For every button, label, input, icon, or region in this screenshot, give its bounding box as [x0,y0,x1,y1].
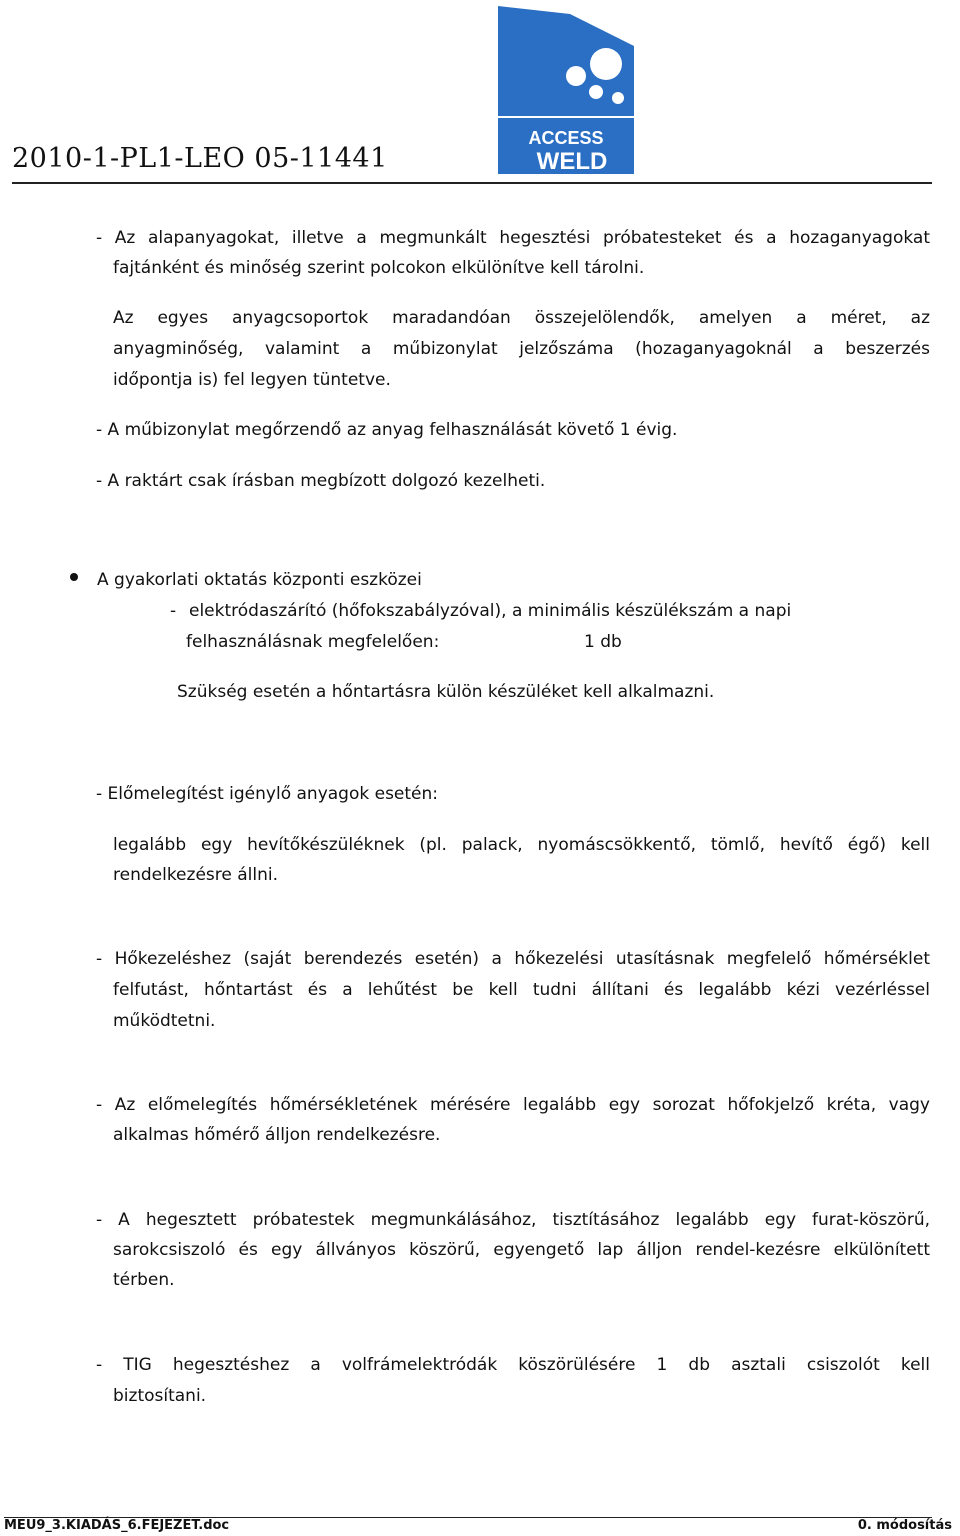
paragraph-4: - A raktárt csak írásban megbízott dolgozó kezelheti. [96,471,546,491]
document-header-title: 2010-1-PL1-LEO 05-11441 [12,143,388,174]
bullet-item-quantity: 1 db [584,632,622,652]
paragraph-1-line-1: - Az alapanyagokat, illetve a megmunkált hegesztési próbatesteket és a hozaganyagokat [96,228,930,248]
bullet-item-dash: - [170,601,177,621]
paragraph-6-line-1: legalább egy hevítőkészüléknek (pl. palack, nyomáscsökkentő, tömlő, hevítő égő) kell [113,835,930,855]
paragraph-8-line-1: - Az előmelegítés hőmérsékletének mérésére legalább egy sorozat hőfokjelző kréta, vagy [96,1095,930,1115]
paragraph-8-line-2: alkalmas hőmérő álljon rendelkezésre. [113,1125,441,1145]
paragraph-3: - A műbizonylat megőrzendő az anyag felhasználását követő 1 évig. [96,420,678,440]
footer-filename: MEU9_3.KIADÁS_6.FEJEZET.doc [4,1518,230,1533]
bullet-item-line-2: felhasználásnak megfelelően: [186,632,440,652]
paragraph-7-line-3: működtetni. [113,1011,216,1031]
paragraph-2-line-2: anyagminőség, valamint a műbizonylat jelzőszáma (hozaganyagoknál a beszerzés [113,339,930,359]
bullet-item-line-1: elektródaszárító (hőfokszabályzóval), a minimális készülékszám a napi [189,601,792,621]
paragraph-9-line-3: térben. [113,1270,175,1290]
paragraph-9-line-1: - A hegesztett próbatestek megmunkálásához, tisztításához legalább egy furat-köszörű, [96,1210,930,1230]
footer-revision: 0. módosítás [857,1518,952,1533]
paragraph-7-line-1: - Hőkezeléshez (saját berendezés esetén) a hőkezelési utasításnak megfelelő hőmérséklet [96,949,930,969]
paragraph-2-line-3: időpontja is) fel legyen tüntetve. [113,370,391,390]
header-divider [12,182,932,184]
paragraph-7-line-2: felfutást, hőntartást és a lehűtést be kell tudni állítani és legalább kézi vezérléssel [113,980,930,1000]
bullet-note: Szükség esetén a hőntartásra külön készüléket kell alkalmazni. [177,682,715,702]
paragraph-10-line-2: biztosítani. [113,1386,207,1406]
logo-line2: WELD [536,148,608,174]
access-weld-logo [488,6,634,174]
bullet-heading: A gyakorlati oktatás központi eszközei [97,570,422,590]
bullet-icon [70,573,78,581]
paragraph-5: - Előmelegítést igénylő anyagok esetén: [96,784,439,804]
paragraph-10-line-1: - TIG hegesztéshez a volfrámelektródák köszörülésére 1 db asztali csiszolót kell [96,1355,930,1375]
paragraph-1-line-2: fajtánként és minőség szerint polcokon elkülönítve kell tárolni. [113,258,645,278]
paragraph-9-line-2: sarokcsiszoló és egy állványos köszörű, egyengető lap álljon rendel-kezésre elkülönített [113,1240,930,1260]
paragraph-2-line-1: Az egyes anyagcsoportok maradandóan összejelölendők, amelyen a méret, az [113,308,930,328]
logo-line1: ACCESS [528,128,604,148]
paragraph-6-line-2: rendelkezésre állni. [113,865,279,885]
